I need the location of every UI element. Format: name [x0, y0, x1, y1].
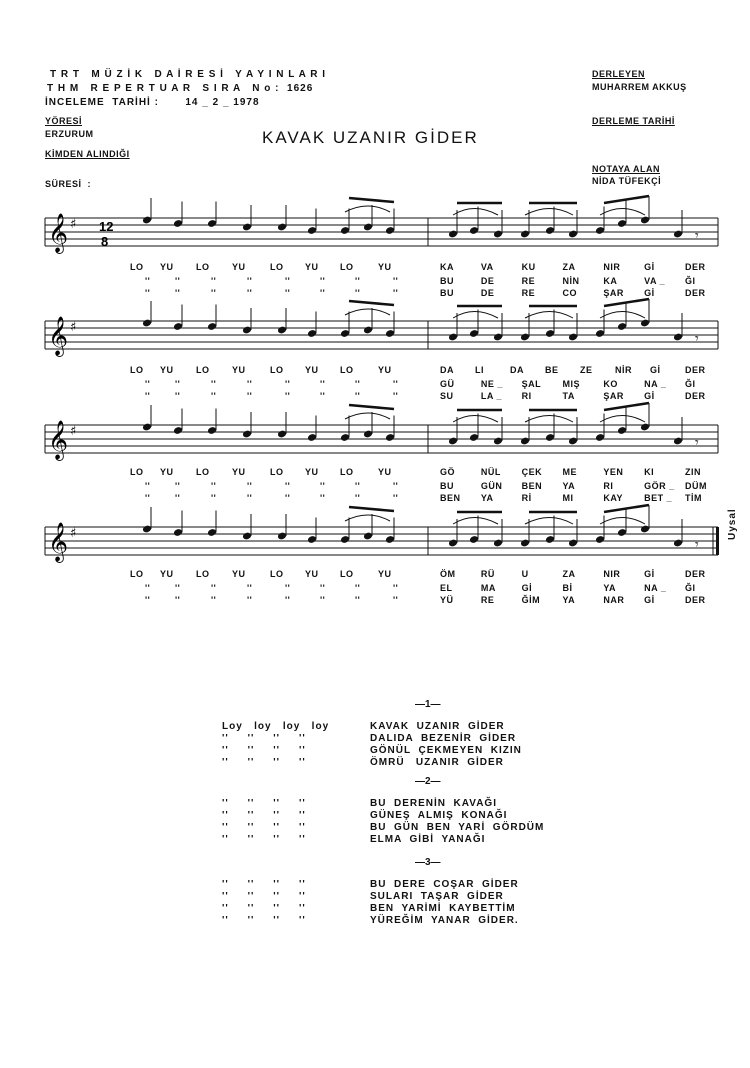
lyric-syllable: NE _: [480, 379, 503, 389]
lyric-syllable: LA _: [480, 391, 502, 401]
lyric-syllable: DA: [440, 365, 454, 375]
lyric-syllable: ÇEK: [521, 467, 543, 477]
lyric-syllable: '': [320, 276, 326, 286]
slur: [600, 209, 645, 216]
lyric-syllable: ÖM: [440, 569, 456, 579]
lyric-syllable: BE: [545, 365, 559, 375]
lyric-syllable: ZA: [562, 569, 576, 579]
lyric-syllable: '': [175, 481, 181, 491]
lyric-syllable: '': [211, 379, 217, 389]
lyric-syllable: YU: [305, 467, 319, 477]
lyric-syllable: Gİ: [644, 262, 655, 272]
slur: [600, 518, 645, 525]
verse-line: BU GÜN BEN YARİ GÖRDÜM: [370, 822, 545, 833]
lyric-syllable: '': [247, 493, 253, 503]
key-signature-sharp: ♯: [70, 424, 77, 439]
lyric-syllable: DER: [685, 262, 706, 272]
lyric-syllable: LO: [196, 365, 210, 375]
repertoire-number: T H M R E P E R T U A R S I R A N o : 1626: [47, 83, 314, 94]
lyric-syllable: '': [247, 391, 253, 401]
verse-refrain: '' '' '' '': [222, 915, 306, 926]
lyric-syllable: '': [175, 583, 181, 593]
lyric-syllable: BEN: [440, 493, 461, 503]
lyric-syllable: DE: [480, 288, 495, 298]
lyric-syllable: '': [145, 595, 151, 605]
lyric-syllable: '': [393, 583, 399, 593]
verse-line: GÜNEŞ ALMIŞ KONAĞI: [370, 810, 508, 821]
lyric-syllable: LO: [270, 365, 284, 375]
lyric-syllable: SU: [440, 391, 454, 401]
treble-clef: 𝄞: [48, 522, 69, 562]
lyric-syllable: Gİ: [650, 365, 661, 375]
verse-line: ELMA GİBİ YANAĞI: [370, 834, 486, 845]
lyric-syllable: '': [285, 481, 291, 491]
lyric-syllable: '': [393, 493, 399, 503]
transcriber-value: NİDA TÜFEKÇİ: [592, 176, 662, 186]
lyric-syllable: YU: [160, 262, 174, 272]
beam: [349, 198, 394, 202]
lyric-syllable: '': [145, 493, 151, 503]
lyric-syllable: '': [247, 481, 253, 491]
source-label: KİMDEN ALINDIĞI: [45, 149, 130, 159]
verse-refrain: '' '' '' '': [222, 891, 306, 902]
lyric-syllable: ME: [562, 467, 577, 477]
verse-line: BU DERE COŞAR GİDER: [370, 879, 519, 890]
lyric-syllable: MA: [480, 583, 496, 593]
lyric-syllable: EL: [440, 583, 453, 593]
lyric-syllable: NİR: [615, 365, 632, 375]
lyric-syllable: DE: [480, 276, 495, 286]
lyric-syllable: LI: [475, 365, 484, 375]
lyric-syllable: RE: [521, 288, 536, 298]
lyric-syllable: YU: [305, 262, 319, 272]
treble-clef: 𝄞: [48, 420, 69, 460]
eighth-rest: 𝄾: [695, 331, 699, 347]
lyric-syllable: '': [393, 391, 399, 401]
verse-line: KAVAK UZANIR GİDER: [370, 721, 505, 732]
lyric-syllable: GÖ: [440, 467, 456, 477]
lyric-syllable: DÜM: [685, 481, 707, 491]
lyric-syllable: LO: [340, 365, 354, 375]
lyric-syllable: ZIN: [685, 467, 701, 477]
lyric-syllable: GÜN: [480, 481, 503, 491]
lyric-syllable: YU: [232, 365, 246, 375]
lyric-syllable: KA: [603, 276, 618, 286]
lyric-syllable: '': [211, 481, 217, 491]
lyric-syllable: YU: [160, 365, 174, 375]
slur: [600, 416, 645, 423]
lyric-syllable: RÜ: [480, 569, 495, 579]
lyric-syllable: '': [175, 288, 181, 298]
transcriber-label: NOTAYA ALAN: [592, 164, 661, 174]
verse-line: YÜREĞİM YANAR GİDER.: [370, 915, 519, 926]
lyric-syllable: MI: [562, 493, 574, 503]
lyric-syllable: LO: [130, 365, 144, 375]
lyric-syllable: YU: [378, 569, 392, 579]
lyric-syllable: '': [285, 379, 291, 389]
lyric-syllable: '': [355, 493, 361, 503]
verse-refrain: '' '' '' '': [222, 822, 306, 833]
lyric-syllable: LO: [196, 262, 210, 272]
beam: [349, 507, 394, 511]
lyric-syllable: LO: [196, 467, 210, 477]
key-signature-sharp: ♯: [70, 526, 77, 541]
lyric-syllable: YU: [232, 467, 246, 477]
eighth-rest: 𝄾: [695, 537, 699, 553]
lyric-syllable: GÖR _: [644, 481, 675, 491]
lyric-syllable: YA: [480, 493, 494, 503]
lyric-syllable: YU: [305, 569, 319, 579]
lyric-syllable: '': [211, 595, 217, 605]
final-barline-thick: [716, 527, 719, 555]
lyric-syllable: BEN: [521, 481, 543, 491]
lyric-syllable: YEN: [603, 467, 624, 477]
lyric-syllable: '': [145, 276, 151, 286]
lyric-syllable: NA _: [644, 379, 667, 389]
lyric-syllable: '': [175, 391, 181, 401]
lyric-syllable: VA _: [644, 276, 666, 286]
verse-number: —1—: [415, 699, 441, 710]
lyric-syllable: DER: [685, 391, 706, 401]
lyric-syllable: RI: [603, 481, 614, 491]
lyric-syllable: ĞİM: [521, 595, 541, 605]
lyric-syllable: TİM: [685, 493, 702, 503]
lyric-syllable: KAY: [603, 493, 624, 503]
lyric-syllable: NA _: [644, 583, 667, 593]
lyric-syllable: LO: [340, 467, 354, 477]
lyric-syllable: '': [247, 595, 253, 605]
lyric-syllable: '': [175, 493, 181, 503]
lyric-syllable: '': [393, 288, 399, 298]
verse-line: DALIDA BEZENİR GİDER: [370, 733, 517, 744]
lyric-syllable: '': [145, 391, 151, 401]
verse-refrain: '' '' '' '': [222, 745, 306, 756]
lyric-syllable: '': [320, 481, 326, 491]
verse-refrain: '' '' '' '': [222, 757, 306, 768]
lyric-syllable: Gİ: [644, 569, 655, 579]
lyric-syllable: YU: [232, 569, 246, 579]
verse-number: —2—: [415, 776, 441, 787]
lyric-syllable: '': [211, 391, 217, 401]
lyric-syllable: DER: [685, 569, 706, 579]
lyric-syllable: '': [145, 379, 151, 389]
lyric-syllable: DER: [685, 595, 706, 605]
lyric-syllable: LO: [270, 467, 284, 477]
beam: [349, 405, 394, 409]
lyric-syllable: '': [320, 583, 326, 593]
lyric-syllable: NAR: [603, 595, 625, 605]
lyric-syllable: '': [285, 276, 291, 286]
lyric-syllable: BU: [440, 481, 454, 491]
verse-refrain: '' '' '' '': [222, 879, 306, 890]
lyric-syllable: '': [355, 288, 361, 298]
tempo-marking: Uysal: [727, 508, 738, 540]
lyric-syllable: YU: [378, 467, 392, 477]
lyric-syllable: LO: [270, 262, 284, 272]
lyric-syllable: '': [247, 288, 253, 298]
verse-number: —3—: [415, 857, 441, 868]
verse-refrain: '' '' '' '': [222, 798, 306, 809]
lyric-syllable: Gİ: [644, 391, 655, 401]
lyric-syllable: '': [285, 583, 291, 593]
compile-date-label: DERLEME TARİHİ: [592, 116, 675, 126]
lyric-syllable: '': [285, 595, 291, 605]
lyric-syllable: '': [175, 276, 181, 286]
region-value: ERZURUM: [45, 129, 94, 139]
lyric-syllable: '': [393, 481, 399, 491]
lyric-syllable: KA: [440, 262, 454, 272]
lyric-syllable: '': [145, 481, 151, 491]
lyric-syllable: '': [211, 276, 217, 286]
lyric-syllable: '': [320, 288, 326, 298]
lyric-syllable: '': [393, 595, 399, 605]
lyric-syllable: YA: [603, 583, 617, 593]
lyric-syllable: '': [247, 379, 253, 389]
lyric-syllable: RE: [521, 276, 536, 286]
lyric-syllable: LO: [340, 262, 354, 272]
lyric-syllable: MIŞ: [562, 379, 581, 389]
slur: [345, 206, 390, 212]
lyric-syllable: YA: [562, 481, 576, 491]
lyric-syllable: '': [175, 379, 181, 389]
lyric-syllable: '': [211, 583, 217, 593]
lyric-syllable: BU: [440, 276, 454, 286]
lyric-syllable: LO: [340, 569, 354, 579]
key-signature-sharp: ♯: [70, 217, 77, 232]
lyric-syllable: NIR: [603, 262, 621, 272]
lyric-syllable: ŞAR: [603, 391, 624, 401]
lyric-syllable: '': [175, 595, 181, 605]
lyric-syllable: LO: [196, 569, 210, 579]
song-title: KAVAK UZANIR GİDER: [262, 128, 479, 147]
verse-refrain: '' '' '' '': [222, 733, 306, 744]
eighth-rest: 𝄾: [695, 228, 699, 244]
lyric-syllable: KU: [521, 262, 536, 272]
lyric-syllable: RE: [480, 595, 495, 605]
lyric-syllable: '': [355, 481, 361, 491]
lyric-syllable: '': [393, 276, 399, 286]
lyric-syllable: Gİ: [644, 595, 655, 605]
compiler-value: MUHARREM AKKUŞ: [592, 82, 687, 92]
lyric-syllable: YU: [378, 365, 392, 375]
lyric-syllable: '': [355, 595, 361, 605]
slur: [345, 515, 390, 521]
verse-line: SULARI TAŞAR GİDER: [370, 891, 504, 902]
slur: [525, 209, 573, 216]
beam: [349, 301, 394, 305]
lyric-syllable: '': [285, 391, 291, 401]
lyric-syllable: DA: [510, 365, 524, 375]
verse-line: ÖMRÜ UZANIR GİDER: [370, 757, 504, 768]
lyric-syllable: LO: [270, 569, 284, 579]
slur: [453, 209, 498, 216]
slur: [600, 312, 645, 319]
lyric-syllable: ŞAL: [521, 379, 542, 389]
slur: [345, 309, 390, 315]
lyric-syllable: '': [285, 493, 291, 503]
lyric-syllable: '': [247, 276, 253, 286]
lyric-syllable: TA: [562, 391, 575, 401]
publisher-line: T R T M Ü Z İ K D A İ R E S İ Y A Y I N L A R I: [50, 69, 326, 80]
lyric-syllable: ĞI: [685, 276, 696, 286]
lyric-syllable: '': [393, 379, 399, 389]
verse-line: BEN YARİMİ KAYBETTİM: [370, 903, 516, 914]
verse-line: BU DERENİN KAVAĞI: [370, 798, 497, 809]
lyric-syllable: YA: [562, 595, 576, 605]
lyric-syllable: LO: [130, 467, 144, 477]
lyric-syllable: '': [355, 276, 361, 286]
lyric-syllable: Rİ: [521, 493, 532, 503]
lyric-syllable: '': [320, 595, 326, 605]
lyric-syllable: NIR: [603, 569, 621, 579]
lyric-syllable: '': [355, 379, 361, 389]
verse-refrain: Loy loy loy loy: [222, 721, 330, 732]
verse-refrain: '' '' '' '': [222, 810, 306, 821]
lyric-syllable: LO: [130, 262, 144, 272]
key-signature-sharp: ♯: [70, 320, 77, 335]
lyric-syllable: YU: [160, 467, 174, 477]
verse-refrain: '' '' '' '': [222, 834, 306, 845]
lyric-syllable: Gİ: [644, 288, 655, 298]
lyric-syllable: GÜ: [440, 379, 455, 389]
lyric-syllable: YU: [232, 262, 246, 272]
lyric-syllable: KI: [644, 467, 655, 477]
lyric-syllable: ĞI: [685, 583, 696, 593]
treble-clef: 𝄞: [48, 213, 69, 253]
treble-clef: 𝄞: [48, 316, 69, 356]
lyric-syllable: DER: [685, 365, 706, 375]
lyric-syllable: '': [355, 391, 361, 401]
eighth-rest: 𝄾: [695, 435, 699, 451]
review-date: İNCELEME TARİHİ : 14 _ 2 _ 1978: [45, 97, 260, 108]
duration-label: SÜRESİ :: [45, 179, 92, 189]
lyric-syllable: '': [145, 288, 151, 298]
lyric-syllable: DER: [685, 288, 706, 298]
lyric-syllable: NÜL: [480, 467, 501, 477]
lyric-syllable: LO: [130, 569, 144, 579]
lyric-syllable: KO: [603, 379, 618, 389]
lyric-syllable: '': [320, 379, 326, 389]
lyric-syllable: YU: [305, 365, 319, 375]
slur: [453, 416, 498, 423]
lyric-syllable: ZA: [562, 262, 576, 272]
lyric-syllable: '': [145, 583, 151, 593]
lyric-syllable: YU: [378, 262, 392, 272]
region-label: YÖRESİ: [45, 116, 83, 126]
lyric-syllable: Bİ: [562, 583, 573, 593]
lyric-syllable: '': [320, 391, 326, 401]
lyric-syllable: '': [320, 493, 326, 503]
slur: [525, 416, 573, 423]
time-signature-bottom: 8: [101, 234, 109, 249]
lyric-syllable: Gİ: [521, 583, 533, 593]
lyric-syllable: U: [521, 569, 529, 579]
compiler-label: DERLEYEN: [592, 69, 646, 79]
lyric-syllable: YU: [160, 569, 174, 579]
lyric-syllable: ĞI: [685, 379, 696, 389]
lyric-syllable: VA: [480, 262, 494, 272]
lyric-syllable: RI: [521, 391, 532, 401]
lyric-syllable: CO: [562, 288, 577, 298]
time-signature-top: 12: [99, 219, 114, 234]
lyric-syllable: YÜ: [440, 595, 454, 605]
lyric-syllable: '': [355, 583, 361, 593]
lyric-syllable: BET _: [644, 493, 673, 503]
lyric-syllable: '': [285, 288, 291, 298]
slur: [453, 518, 498, 525]
lyric-syllable: BU: [440, 288, 454, 298]
lyric-syllable: '': [247, 583, 253, 593]
verse-refrain: '' '' '' '': [222, 903, 306, 914]
verse-line: GÖNÜL ÇEKMEYEN KIZIN: [370, 745, 522, 756]
slur: [453, 312, 498, 319]
lyric-syllable: '': [211, 493, 217, 503]
lyric-syllable: NİN: [562, 276, 580, 286]
slur: [525, 518, 573, 525]
slur: [345, 413, 390, 419]
lyric-syllable: ZE: [580, 365, 593, 375]
lyric-syllable: ŞAR: [603, 288, 624, 298]
lyric-syllable: '': [211, 288, 217, 298]
slur: [525, 312, 573, 319]
